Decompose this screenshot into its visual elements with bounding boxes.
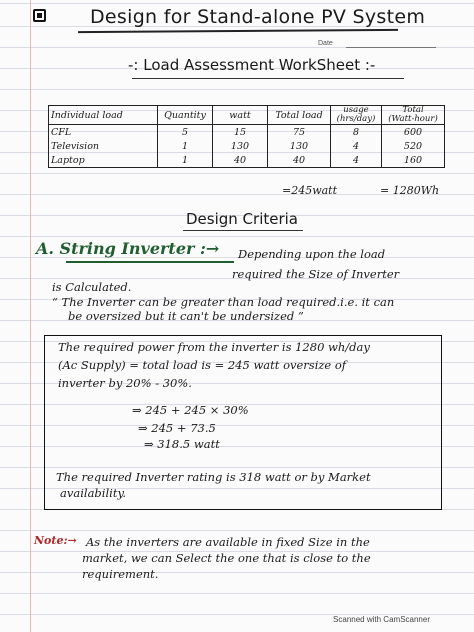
box-text-line: inverter by 20% - 30%. (58, 376, 192, 390)
calc-step: ⇒ 318.5 watt (144, 437, 220, 451)
cell-usage: 4 (331, 153, 382, 168)
total-wh-sum: = 1280Wh (380, 184, 440, 197)
header-total-load: Total load (268, 106, 331, 125)
design-criteria-heading: Design Criteria (186, 210, 299, 228)
page-title: Design for Stand-alone PV System (90, 6, 426, 28)
note-line: As the inverters are available in fixed Size in the (86, 535, 370, 549)
header-usage-line2: (hrs/day) (336, 114, 376, 124)
checkbox-bullet-icon (33, 9, 46, 22)
table-row (49, 139, 445, 153)
subtitle-underline (132, 78, 404, 79)
table-row (49, 153, 445, 168)
box-result-line: availability. (60, 486, 127, 500)
header-usage-line1: usage (343, 105, 369, 115)
string-inverter-underline (66, 261, 234, 263)
table-header-row (49, 106, 445, 125)
header-individual-load: Individual load (49, 106, 158, 125)
date-line (346, 47, 436, 48)
text-line: is Calculated. (52, 280, 132, 294)
cell-total-load: 40 (268, 153, 331, 168)
cell-quantity: 1 (158, 153, 213, 168)
cell-usage: 8 (331, 125, 382, 140)
cell-load: Laptop (49, 153, 158, 168)
box-text-line: (Ac Supply) = total load is = 245 watt oversize of (58, 358, 347, 372)
worksheet-subtitle: -: Load Assessment WorkSheet :- (128, 56, 376, 74)
box-text-line: The required power from the inverter is 1280 wh/day (58, 340, 370, 354)
text-line: required the Size of Inverter (232, 267, 400, 281)
box-result-line: The required Inverter rating is 318 watt or by Market (56, 470, 371, 484)
calc-step: ⇒ 245 + 73.5 (138, 421, 216, 435)
header-usage (331, 106, 382, 125)
quote-line: be oversized but it can't be undersized ” (68, 309, 304, 323)
total-load-sum: =245watt (282, 184, 338, 197)
header-total-wh (382, 106, 445, 125)
header-quantity: Quantity (158, 106, 213, 125)
cell-total-load: 75 (268, 125, 331, 140)
cell-load: CFL (49, 125, 158, 140)
cell-quantity: 5 (158, 125, 213, 140)
cell-quantity: 1 (158, 139, 213, 153)
load-table (48, 105, 445, 168)
table-row (49, 125, 445, 140)
cell-total-load: 130 (268, 139, 331, 153)
header-watt: watt (213, 106, 268, 125)
text-line: Depending upon the load (238, 247, 386, 261)
cell-load: Television (49, 139, 158, 153)
scanner-watermark: Scanned with CamScanner (333, 615, 430, 624)
header-total-line1: Total (402, 105, 424, 115)
title-underline (78, 29, 398, 33)
design-criteria-underline (183, 230, 303, 231)
cell-usage: 4 (331, 139, 382, 153)
cell-total-wh: 520 (382, 139, 445, 153)
note-line: market, we can Select the one that is close to the (82, 551, 371, 565)
cell-total-wh: 600 (382, 125, 445, 140)
header-total-line2: (Watt-hour) (388, 114, 438, 124)
cell-watt: 15 (213, 125, 268, 140)
margin-line (30, 0, 31, 632)
cell-watt: 130 (213, 139, 268, 153)
date-label: Date (318, 40, 333, 47)
note-label: Note:→ (34, 534, 77, 547)
cell-total-wh: 160 (382, 153, 445, 168)
cell-watt: 40 (213, 153, 268, 168)
string-inverter-heading: A. String Inverter :→ (36, 239, 220, 258)
note-line: requirement. (82, 567, 159, 581)
calc-step: ⇒ 245 + 245 × 30% (132, 403, 249, 417)
quote-line: “ The Inverter can be greater than load required.i.e. it can (52, 295, 395, 309)
